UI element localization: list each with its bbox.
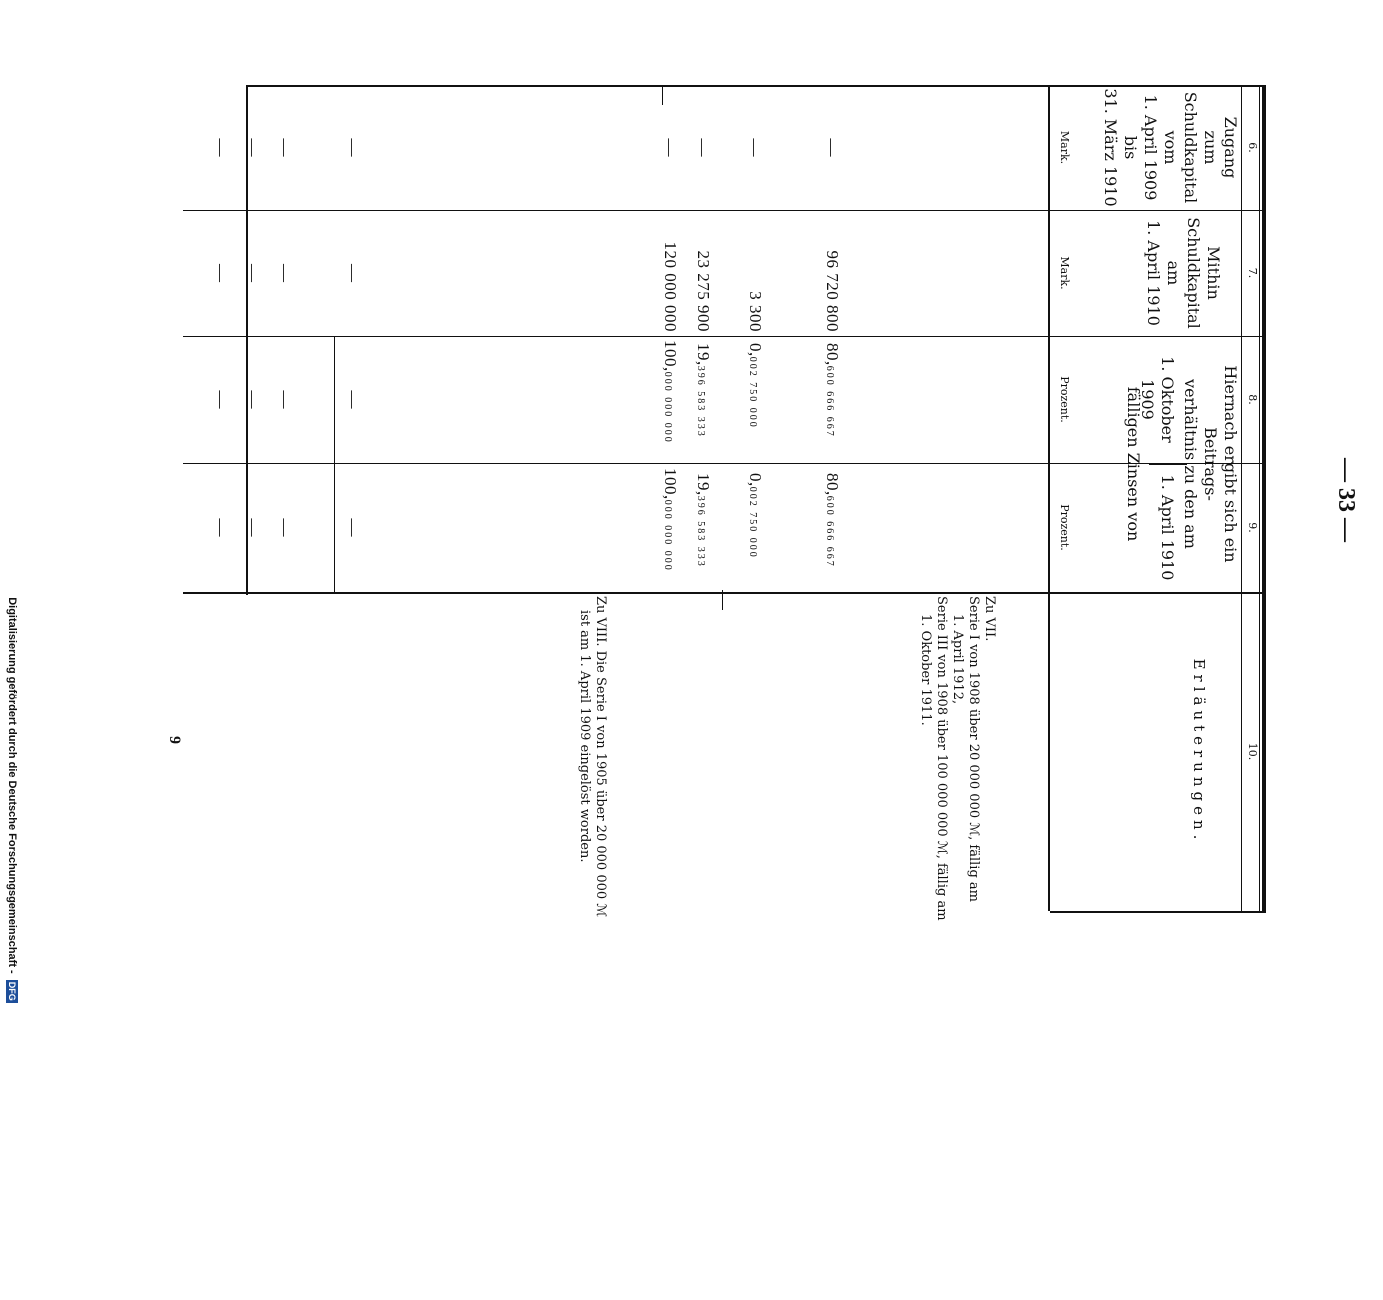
table-cell-col7: — — [275, 264, 295, 282]
footer-text: Digitalisierung gefördert durch die Deutsche Forschungsgemeinschaft - — [6, 597, 18, 974]
table-cell-col8: — — [343, 390, 363, 409]
note-line: Serie III von 1908 über 100 000 000 ℳ, fällig am — [934, 596, 949, 921]
table-cell-col8: — — [275, 390, 295, 409]
unit-label: Mark. — [1058, 130, 1071, 165]
decimal-part: 600 666 667 — [824, 365, 835, 438]
integer-part: 0, — [746, 343, 765, 357]
row-separator — [722, 590, 723, 610]
column-number-10: 10. — [1246, 742, 1259, 761]
date-divider — [1149, 463, 1187, 465]
column-7-heading: Mithin Schuldkapital am 1. April 1910 — [1144, 217, 1223, 329]
table-cell-col7: 96 720 800 — [823, 250, 842, 332]
table-cell-col8 — [693, 343, 713, 438]
table-cell-col9 — [822, 473, 842, 568]
digitization-footer — [2, 300, 18, 1300]
table-cell-col9: — — [343, 518, 363, 537]
table-cell-col8: — — [243, 390, 263, 409]
sum-rule — [334, 336, 335, 592]
table-cell-col9 — [745, 473, 765, 559]
table-cell-col9: — — [275, 518, 295, 537]
table-cell-col7: — — [343, 264, 363, 282]
signature-mark: 9 — [166, 736, 183, 744]
table-cell-col6: — — [343, 138, 363, 157]
column-8-date: 1. Oktober 1909 — [1138, 356, 1177, 443]
group-heading-line: verhältnis zu den am — [1181, 379, 1200, 549]
header-bottom-rule — [1048, 85, 1050, 911]
group-heading-line: fälligen Zinsen von — [1124, 386, 1143, 542]
decimal-part: 396 583 333 — [695, 365, 706, 438]
table-cell-col7: 23 275 900 — [694, 250, 713, 332]
table-cell-col7: — — [211, 264, 231, 282]
decimal-part: 002 750 000 — [747, 486, 758, 559]
column-9-date: 1. April 1910 — [1158, 474, 1177, 581]
group-heading — [1180, 336, 1240, 592]
column-10-heading: Erläuterungen. — [1190, 658, 1208, 845]
integer-part: 19, — [694, 343, 713, 366]
unit-label: Prozent. — [1058, 504, 1071, 551]
column-number-9: 9. — [1246, 522, 1259, 533]
dfg-logo: DFG — [7, 981, 17, 1001]
note-viii — [576, 596, 608, 918]
note-line: Serie I von 1908 über 20 000 000 ℳ, fällig am — [966, 596, 981, 902]
table-cell-col7: 3 300 — [746, 291, 765, 332]
table-cell-col6: — — [693, 138, 713, 157]
column-divider — [183, 592, 1266, 594]
integer-part: 100, — [661, 468, 680, 500]
column-divider — [1050, 911, 1266, 913]
top-thin-rule — [1259, 85, 1260, 911]
table-cell-col6: — — [822, 138, 842, 157]
column-number-6: 6. — [1246, 142, 1259, 153]
decimal-part: 002 750 000 — [747, 356, 758, 429]
table-cell-col9 — [693, 473, 713, 568]
column-number-7: 7. — [1246, 267, 1259, 279]
table-cell-col8 — [822, 343, 842, 438]
table-cell-col6: — — [745, 138, 765, 157]
note-line: ist am 1. April 1909 eingelöst worden. — [577, 610, 592, 863]
column-number-rule — [1241, 85, 1242, 911]
group-heading-line: Hiernach ergibt sich ein Beitrags- — [1201, 365, 1240, 563]
decimal-part: 600 666 667 — [824, 495, 835, 568]
note-line: Zu VII. — [982, 596, 997, 642]
table-cell-col6: — — [275, 138, 295, 157]
decimal-part: 000 000 000 — [662, 499, 673, 572]
table-cell-col8 — [745, 343, 765, 429]
table-cell-col7: 120 000 000 — [661, 241, 680, 332]
table-cell-col8 — [660, 340, 680, 444]
table-cell-col9: — — [243, 518, 263, 537]
table-cell-col6: — — [211, 138, 231, 157]
page-number: — 33 — — [1333, 458, 1359, 542]
integer-part: 0, — [746, 473, 765, 487]
integer-part: 19, — [694, 473, 713, 496]
table-cell-col8: — — [211, 390, 231, 409]
table-cell-col9: — — [211, 518, 231, 537]
note-line: Zu VIII. Die Serie I von 1905 über 20 000 000 ℳ — [593, 596, 608, 918]
unit-label: Prozent. — [1058, 376, 1071, 423]
table-cell-col7: — — [243, 264, 263, 282]
table-cell-col6: — — [660, 138, 680, 157]
table-cell-col6: — — [243, 138, 263, 157]
integer-part: 80, — [823, 343, 842, 366]
table-cell-col9 — [660, 468, 680, 572]
top-double-rule — [1262, 85, 1266, 911]
note-line: 1. Oktober 1911. — [918, 614, 933, 726]
unit-label: Mark. — [1058, 256, 1071, 290]
integer-part: 100, — [661, 340, 680, 372]
decimal-part: 396 583 333 — [695, 495, 706, 568]
note-line: 1. April 1912, — [950, 614, 965, 705]
column-6-heading: Zugang zum Schuldkapital vom 1. April 1909 bis 31. März 1910 — [1101, 88, 1240, 207]
integer-part: 80, — [823, 473, 842, 496]
note-vii — [917, 596, 997, 921]
decimal-part: 000 000 000 — [662, 371, 673, 444]
column-number-8: 8. — [1246, 394, 1259, 405]
